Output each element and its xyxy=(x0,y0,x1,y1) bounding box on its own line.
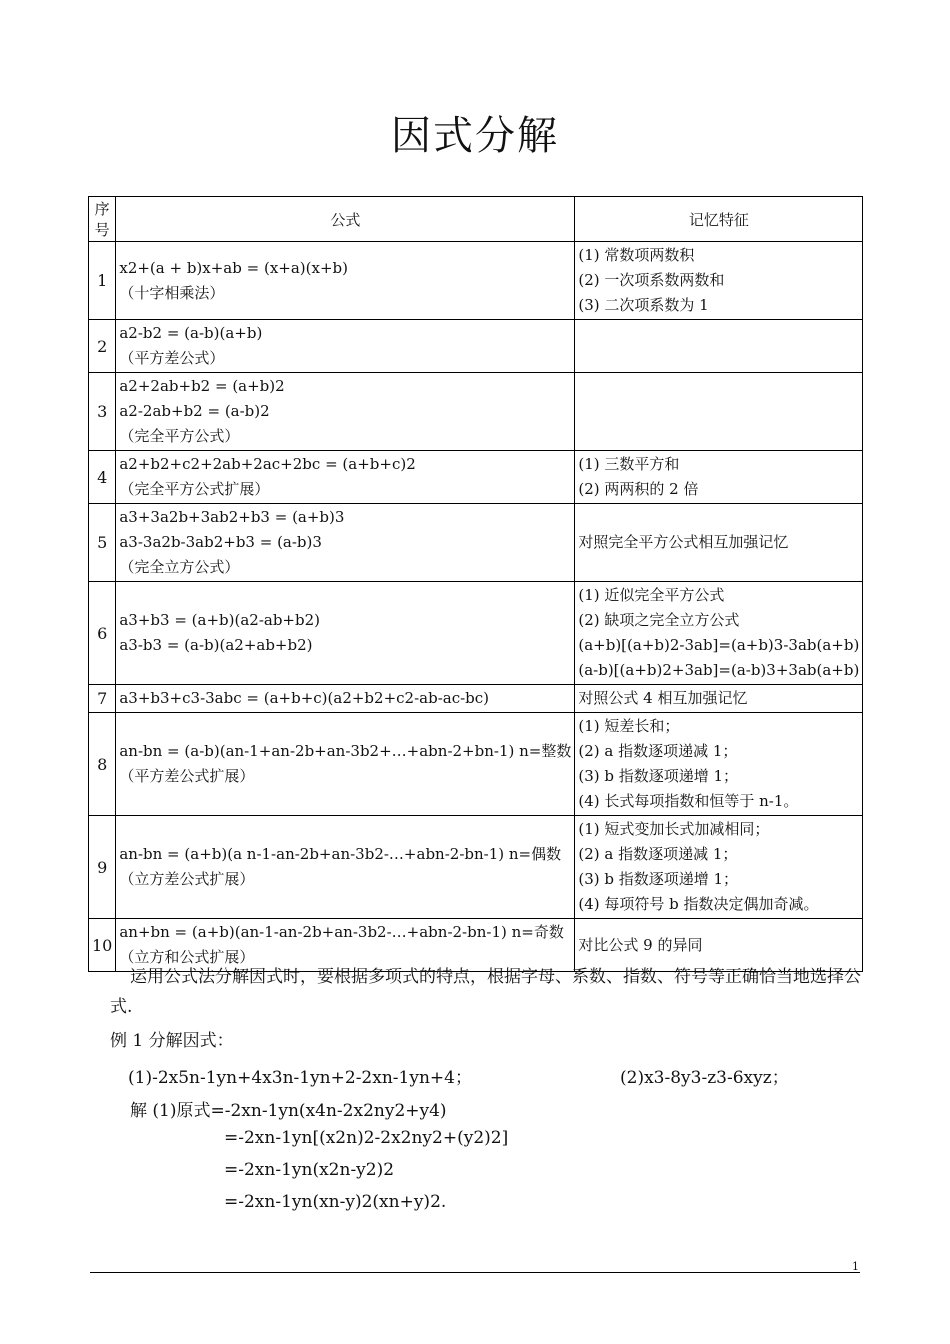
table-header-row xyxy=(89,197,863,242)
memo-line: (2) a 指数逐项递减 1； xyxy=(578,845,738,863)
table-row xyxy=(89,504,863,582)
memo-line: (4) 长式每项指数和恒等于 n-1。 xyxy=(578,792,799,810)
memo-line: (1) 常数项两数积 xyxy=(578,246,695,264)
formula-line: （完全平方公式） xyxy=(119,427,240,445)
memo-line: (a+b)[(a+b)2-3ab]=(a+b)3-3ab(a+b) xyxy=(578,636,860,654)
memo-cell xyxy=(575,373,863,451)
page-title: 因式分解 xyxy=(391,113,559,159)
table-row xyxy=(89,685,863,713)
formula-line: a3-3a2b-3ab2+b3 = (a-b)3 xyxy=(119,533,322,551)
formula-line: a2-b2 = (a-b)(a+b) xyxy=(119,324,263,342)
memo-line: (2) 两两积的 2 倍 xyxy=(578,480,699,498)
row-index: 2 xyxy=(89,320,116,373)
row-index: 5 xyxy=(89,504,116,582)
formula-line: an+bn = (a+b)(an-1-an-2b+an-3b2-…+abn-2-bn-1) n=奇数 xyxy=(119,923,564,941)
formula-cell xyxy=(116,713,575,816)
formula-line: a2-2ab+b2 = (a-b)2 xyxy=(119,402,270,420)
table-body xyxy=(89,242,863,972)
solution-line-2: =-2xn-1yn[(x2n)2-2x2ny2+(y2)2] xyxy=(224,1128,509,1148)
memo-line: (3) 二次项系数为 1 xyxy=(578,296,709,314)
memo-line: (2) 缺项之完全立方公式 xyxy=(578,611,740,629)
table-row xyxy=(89,242,863,320)
formula-line: a3+b3 = (a+b)(a2-ab+b2) xyxy=(119,611,320,629)
formula-cell xyxy=(116,582,575,685)
formula-cell xyxy=(116,373,575,451)
formula-line: （立方差公式扩展） xyxy=(119,870,255,888)
memo-cell xyxy=(575,816,863,919)
memo-cell xyxy=(575,685,863,713)
memo-line: (1) 短式变加长式加减相同； xyxy=(578,820,770,838)
formula-line: （平方差公式） xyxy=(119,349,225,367)
memo-cell xyxy=(575,504,863,582)
header-memo: 记忆特征 xyxy=(575,197,863,242)
memo-cell xyxy=(575,242,863,320)
formula-line: a3+3a2b+3ab2+b3 = (a+b)3 xyxy=(119,508,345,526)
formula-cell xyxy=(116,816,575,919)
row-index: 8 xyxy=(89,713,116,816)
memo-cell xyxy=(575,451,863,504)
formula-line: （完全平方公式扩展） xyxy=(119,480,270,498)
row-index: 3 xyxy=(89,373,116,451)
row-index: 7 xyxy=(89,685,116,713)
memo-line: 对照完全平方公式相互加强记忆 xyxy=(578,533,789,551)
intro-paragraph xyxy=(110,962,870,1022)
memo-line: (3) b 指数逐项递增 1； xyxy=(578,870,739,888)
row-index: 9 xyxy=(89,816,116,919)
formula-cell xyxy=(116,504,575,582)
formula-cell xyxy=(116,242,575,320)
memo-line: (1) 短差长和； xyxy=(578,717,680,735)
formula-line: a3+b3+c3-3abc = (a+b+c)(a2+b2+c2-ab-ac-bc) xyxy=(119,689,490,707)
table-row xyxy=(89,373,863,451)
formula-table xyxy=(88,196,863,972)
memo-line: (3) b 指数逐项递增 1； xyxy=(578,767,739,785)
formula-line: （十字相乘法） xyxy=(119,283,225,302)
formula-line: x2+(a + b)x+ab = (x+a)(x+b) xyxy=(119,258,348,277)
intro-text: 运用公式法分解因式时，要根据多项式的特点，根据字母、系数、指数、符号等正确恰当地选择公式. xyxy=(110,967,861,1017)
formula-line: （平方差公式扩展） xyxy=(119,767,255,785)
memo-line: (1) 三数平方和 xyxy=(578,455,680,473)
row-index: 1 xyxy=(89,242,116,320)
example-item-1: (1)-2x5n-1yn+4x3n-1yn+2-2xn-1yn+4； xyxy=(128,1068,472,1088)
header-formula: 公式 xyxy=(116,197,575,242)
formula-line: an-bn = (a+b)(a n-1-an-2b+an-3b2-…+abn-2-bn-1) n=偶数 xyxy=(119,845,562,863)
row-index: 4 xyxy=(89,451,116,504)
table-row xyxy=(89,713,863,816)
table-row xyxy=(89,451,863,504)
formula-line: a2+2ab+b2 = (a+b)2 xyxy=(119,377,285,395)
formula-cell xyxy=(116,685,575,713)
row-index: 6 xyxy=(89,582,116,685)
solution-line-4: =-2xn-1yn(xn-y)2(xn+y)2. xyxy=(224,1192,447,1212)
solution-line-1: 解 (1)原式=-2xn-1yn(x4n-2x2ny2+y4) xyxy=(130,1101,447,1121)
page-number: 1 xyxy=(852,1260,859,1273)
memo-line: (4) 每项符号 b 指数决定偶加奇减。 xyxy=(578,895,819,913)
example-heading: 例 1 分解因式： xyxy=(110,1031,234,1051)
formula-line: （立方和公式扩展） xyxy=(119,948,255,966)
example-item-2: (2)x3-8y3-z3-6xyz； xyxy=(620,1068,789,1088)
memo-line: 对照公式 4 相互加强记忆 xyxy=(578,689,748,707)
memo-line: (1) 近似完全平方公式 xyxy=(578,586,725,604)
memo-line: (2) 一次项系数两数和 xyxy=(578,271,725,289)
formula-cell xyxy=(116,451,575,504)
memo-line: (a-b)[(a+b)2+3ab]=(a-b)3+3ab(a+b) xyxy=(578,661,860,679)
memo-line: 对比公式 9 的异同 xyxy=(578,935,703,954)
table-row xyxy=(89,816,863,919)
formula-line: an-bn = (a-b)(an-1+an-2b+an-3b2+…+abn-2+bn-1) n=整数 xyxy=(119,742,572,760)
formula-cell xyxy=(116,320,575,373)
table-row xyxy=(89,582,863,685)
memo-cell xyxy=(575,713,863,816)
footer-rule xyxy=(90,1272,860,1273)
table-row xyxy=(89,320,863,373)
memo-cell xyxy=(575,582,863,685)
formula-line: （完全立方公式） xyxy=(119,558,240,576)
formula-line: a3-b3 = (a-b)(a2+ab+b2) xyxy=(119,636,313,654)
header-index: 序号 xyxy=(89,197,116,242)
solution-line-3: =-2xn-1yn(x2n-y2)2 xyxy=(224,1160,395,1180)
row-index: 10 xyxy=(89,919,116,972)
memo-line: (2) a 指数逐项递减 1； xyxy=(578,742,738,760)
formula-line: a2+b2+c2+2ab+2ac+2bc = (a+b+c)2 xyxy=(119,455,416,473)
memo-cell xyxy=(575,320,863,373)
